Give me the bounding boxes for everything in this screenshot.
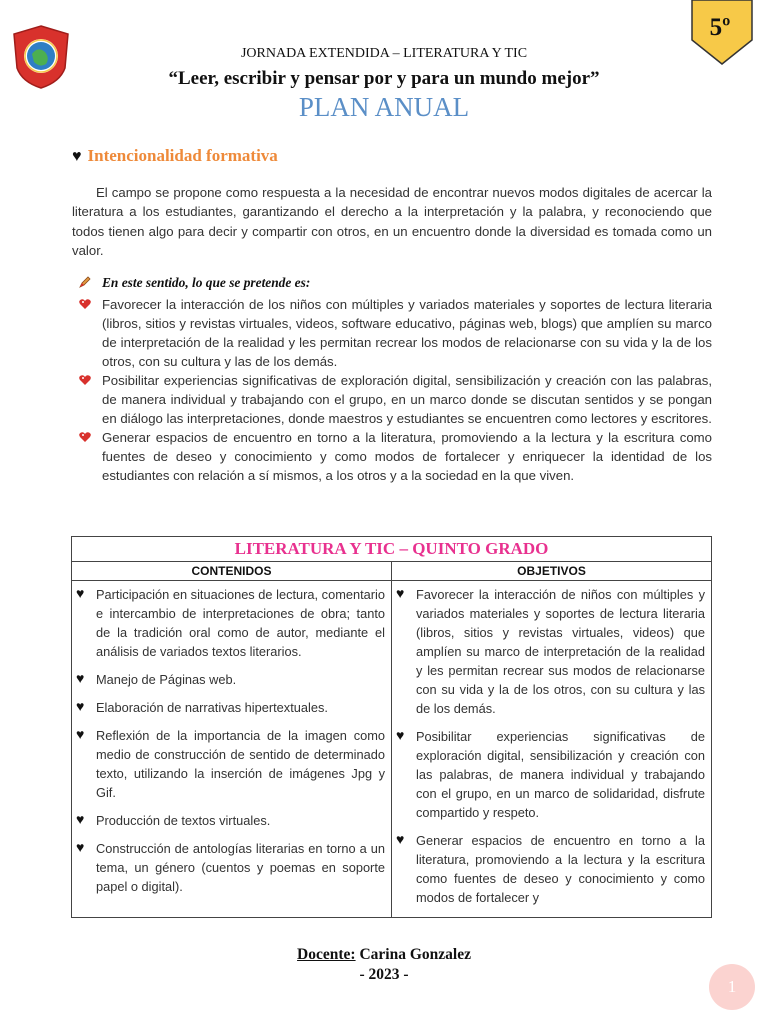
heart-icon: ♥: [76, 698, 85, 714]
heart-icon: ♥: [396, 585, 405, 601]
list-lead-text: En este sentido, lo que se pretende es:: [102, 275, 311, 290]
heart-icon: ♥: [396, 831, 405, 847]
section-heading: [72, 146, 278, 166]
contenido-text: Reflexión de la importancia de la imagen como medio de construcción de sentido de determinado texto, utilizando la inserción de imágenes Jpg y Gif.: [96, 728, 385, 800]
contenido-item: [76, 811, 385, 830]
contenido-text: Participación en situaciones de lectura, comentario e intercambio de interpretaciones de obra; tanto de la tradición oral como de autor, mediante el análisis de variados textos literarios.: [96, 587, 385, 659]
contenido-item: [76, 726, 385, 802]
objetivo-item: [396, 831, 705, 907]
heart-icon: ♥: [396, 727, 405, 743]
heart-icon: [78, 297, 92, 311]
list-item-text: Posibilitar experiencias significativas de exploración digital, sensibilización y creación con las palabras, de manera individual y trabajando con el grupo, en un marco donde se discutan sentidos y se pongan en diálogo las interpretaciones, donde maestros y estudiantes se encuentren como lectores y escritores.: [102, 373, 712, 426]
teacher-name: Carina Gonzalez: [355, 946, 471, 963]
list-item: [72, 295, 712, 371]
page-number: 1: [709, 964, 755, 1010]
contenido-item: [76, 698, 385, 717]
objetivos-column: [392, 581, 711, 917]
list-item: [72, 371, 712, 428]
contenido-text: Manejo de Páginas web.: [96, 672, 237, 687]
heart-icon: [78, 430, 92, 444]
bullet-list: [72, 273, 712, 485]
table-title: LITERATURA Y TIC – QUINTO GRADO: [72, 537, 711, 562]
contenidos-column: [72, 581, 392, 917]
year-label: - 2023 -: [359, 966, 409, 983]
objetivo-item: [396, 585, 705, 718]
teacher-line: [0, 946, 768, 964]
contenido-item: [76, 839, 385, 896]
list-item: [72, 428, 712, 485]
header-motto: “Leer, escribir y pensar por y para un mundo mejor”: [168, 68, 600, 89]
heart-icon: ♥: [76, 585, 85, 601]
content-table: [71, 536, 712, 918]
intro-paragraph: El campo se propone como respuesta a la necesidad de encontrar nuevos modos digitales de acercar la literatura a los estudiantes, garantizando el derecho a la interpretación y la palabra, y reconociendo que todos tienen algo para decir y compartir con otros, en un encuentro donde la diversidad es tomada como un valor.: [72, 185, 712, 258]
list-item-text: Favorecer la interacción de los niños con múltiples y variados materiales y soportes de lectura literaria (libros, sitios y revistas virtuales, videos, software educativo, páginas web, blogs) que amplíen su marco de interpretación de la realidad y les permitan recrear los modos de relacionarse con su vida y la de los otros, con su cultura y las de los demás.: [102, 297, 712, 369]
heart-icon: ♥: [76, 670, 85, 686]
table-body: [72, 581, 711, 917]
section-heading-text: Intencionalidad formativa: [87, 146, 278, 165]
objetivo-item: [396, 727, 705, 822]
contenido-item: [76, 670, 385, 689]
column-header-objetivos: OBJETIVOS: [517, 564, 586, 578]
teacher-label: Docente:: [297, 946, 356, 963]
list-item-text: Generar espacios de encuentro en torno a la literatura, promoviendo a la lectura y la escritura como fuentes de deseo y conocimiento y como modos de fortalecer y enriquecer la identidad de los estudiantes con relación a sí mismos, a los otros y a la sociedad en la que viven.: [102, 430, 712, 483]
header-program: JORNADA EXTENDIDA – LITERATURA Y TIC: [240, 46, 528, 61]
contenido-text: Elaboración de narrativas hipertextuales.: [96, 700, 328, 715]
heart-icon: ♥: [72, 148, 82, 165]
column-header-contenidos: CONTENIDOS: [72, 562, 392, 580]
objetivo-text: Posibilitar experiencias significativas de exploración digital, sensibilización y creación con las palabras, de manera individual y trabajando con el grupo, en un marco de solidaridad, disfrute compartido y respeto.: [416, 729, 705, 820]
grade-label: 5º: [709, 14, 731, 41]
heart-icon: ♥: [76, 726, 85, 742]
page-title: PLAN ANUAL: [298, 92, 470, 122]
heart-icon: ♥: [76, 811, 85, 827]
table-header-row: [72, 562, 711, 581]
objetivo-text: Generar espacios de encuentro en torno a la literatura, promoviendo a la lectura y la escritura como fuentes de deseo y conocimiento y como modos de fortalecer y: [416, 833, 705, 905]
list-lead: [72, 273, 712, 292]
contenido-text: Producción de textos virtuales.: [96, 813, 271, 828]
contenido-item: [76, 585, 385, 661]
contenido-text: Construcción de antologías literarias en torno a un tema, un género (cuentos y poemas en soporte papel o digital).: [96, 841, 385, 894]
objetivo-text: Favorecer la interacción de niños con múltiples y variados materiales y soportes de lectura literaria (libros, sitios y revistas virtuales, videos) que amplíen su marco de interpretación de la realidad y les permitan recrear sus modos de relacionarse con su vida y la de los otros, con su cultura y las de los demás.: [416, 587, 705, 716]
pencil-icon: [78, 275, 92, 289]
heart-icon: ♥: [76, 839, 85, 855]
heart-icon: [78, 373, 92, 387]
